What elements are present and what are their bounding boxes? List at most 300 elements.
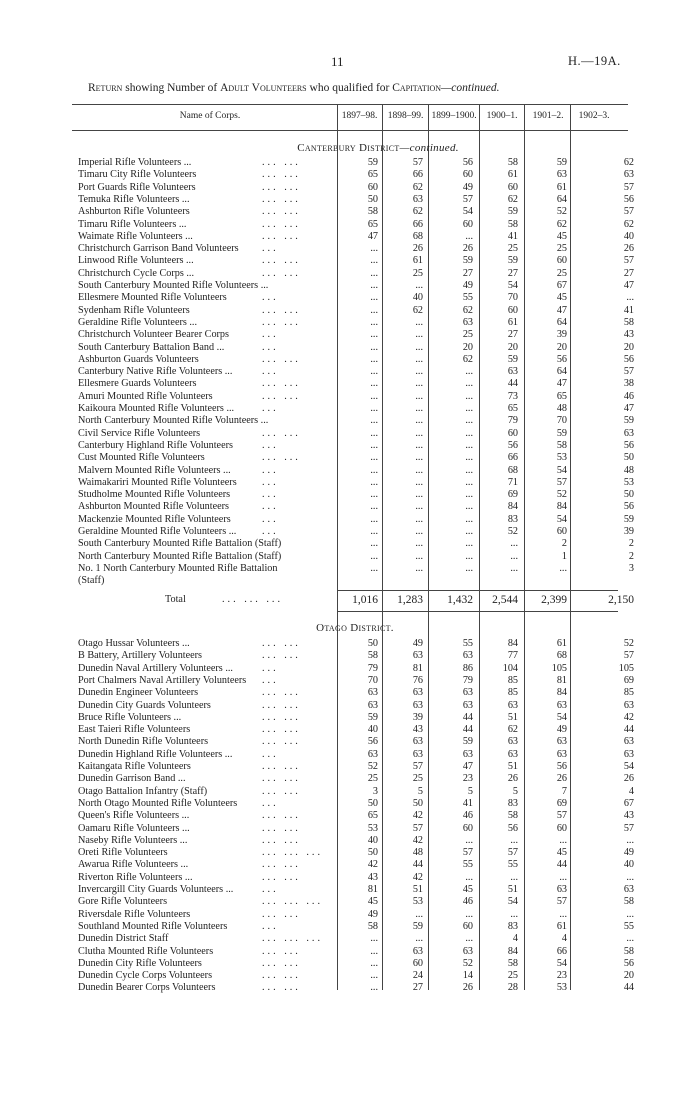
corps-name: South Canterbury Mounted Rifle Battalion (Staff) <box>78 538 282 550</box>
cell-value: 45 <box>556 292 567 304</box>
total-value: 2,544 <box>492 594 518 606</box>
cell-value: ... <box>370 390 378 402</box>
cell-value: 77 <box>507 650 518 662</box>
leader-dots: ... ... ... <box>222 594 284 605</box>
leader-dots: ... <box>262 292 279 304</box>
cell-value: 5 <box>467 785 473 797</box>
cell-value: 51 <box>507 711 518 723</box>
cell-value: 45 <box>556 230 567 242</box>
corps-name: Ashburton Guards Volunteers <box>78 353 199 365</box>
cell-value: 3 <box>628 562 634 574</box>
leader-dots: ... ... <box>262 785 301 797</box>
cell-value: 63 <box>623 736 634 748</box>
leader-dots: ... ... <box>262 982 301 994</box>
cell-value: 50 <box>367 797 378 809</box>
corps-name: Waimate Rifle Volunteers ... <box>78 230 193 242</box>
cell-value: 58 <box>623 896 634 908</box>
cell-value: ... <box>559 908 567 920</box>
header-top-rule <box>72 104 628 105</box>
leader-dots: ... ... <box>262 169 301 181</box>
cell-value: 44 <box>556 859 567 871</box>
cell-value: 61 <box>507 169 518 181</box>
cell-value: ... <box>510 834 518 846</box>
cell-value: 38 <box>623 378 634 390</box>
cell-value: 63 <box>507 736 518 748</box>
cell-value: 49 <box>623 847 634 859</box>
corps-name: Ellesmere Guards Volunteers <box>78 378 197 390</box>
cell-value: 52 <box>556 206 567 218</box>
corps-name: Christchurch Cycle Corps ... <box>78 267 195 279</box>
cell-value: ... <box>626 908 634 920</box>
cell-value: 50 <box>412 797 423 809</box>
cell-value: 39 <box>412 711 423 723</box>
corps-name: East Taieri Rifle Volunteers <box>78 724 191 736</box>
cell-value: 56 <box>623 193 634 205</box>
cell-value: 53 <box>412 896 423 908</box>
corps-name: Geraldine Mounted Rifle Volunteers ... <box>78 526 237 537</box>
column-header-1899: 1899–1900. <box>431 111 477 121</box>
cell-value: 42 <box>412 871 423 883</box>
cell-value: 42 <box>412 810 423 822</box>
cell-value: 44 <box>462 711 473 723</box>
cell-value: 26 <box>412 243 423 255</box>
cell-value: ... <box>465 476 473 488</box>
corps-name: Kaitangata Rifle Volunteers <box>78 761 191 772</box>
cell-value: ... <box>465 427 473 439</box>
cell-value: ... <box>465 390 473 402</box>
cell-value: 27 <box>412 982 423 994</box>
cell-value: ... <box>370 329 378 341</box>
cell-value: 46 <box>462 896 473 908</box>
corps-name: Bruce Rifle Volunteers ... <box>78 711 182 723</box>
cell-value: ... <box>370 957 378 969</box>
column-rule <box>524 104 525 990</box>
leader-dots: ... ... <box>262 859 301 871</box>
corps-name: Dunedin Engineer Volunteers <box>78 687 199 699</box>
cell-value: 55 <box>462 638 473 649</box>
cell-value: ... <box>465 415 473 427</box>
column-header-1897: 1897–98. <box>341 111 378 121</box>
cell-value: 58 <box>507 218 518 230</box>
leader-dots: ... ... <box>262 193 301 205</box>
cell-value: ... <box>370 452 378 464</box>
leader-dots: ... ... <box>262 724 301 736</box>
cell-value: 54 <box>462 206 473 218</box>
cell-value: 47 <box>623 280 634 291</box>
leader-dots: ... <box>262 329 279 341</box>
paper-reference: H.—19A. <box>568 54 621 68</box>
cell-value: 70 <box>556 415 567 427</box>
cell-value: ... <box>415 390 423 402</box>
cell-value: 59 <box>462 736 473 748</box>
cell-value: 83 <box>507 513 518 525</box>
corps-name: Civil Service Rifle Volunteers <box>78 427 201 439</box>
cell-value: 27 <box>462 267 473 279</box>
total-label: Total <box>165 594 186 605</box>
cell-value: 56 <box>367 736 378 748</box>
cell-value: 73 <box>507 390 518 402</box>
cell-value: 54 <box>556 957 567 969</box>
cell-value: 63 <box>556 748 567 760</box>
cell-value: 45 <box>367 896 378 908</box>
leader-dots: ... <box>262 341 279 353</box>
cell-value: 47 <box>556 304 567 316</box>
cell-value: ... <box>415 427 423 439</box>
cell-value: 25 <box>507 243 518 255</box>
column-rule <box>570 104 571 990</box>
corps-name: Sydenham Rifle Volunteers <box>78 304 190 316</box>
cell-value: 26 <box>623 773 634 785</box>
cell-value: 63 <box>623 169 634 181</box>
section-name: Otago District. <box>316 622 394 634</box>
cell-value: ... <box>465 526 473 537</box>
cell-value: ... <box>415 526 423 537</box>
cell-value: 58 <box>367 920 378 932</box>
cell-value: 44 <box>507 378 518 390</box>
cell-value: 2 <box>561 538 567 550</box>
column-rule <box>428 104 429 990</box>
cell-value: 54 <box>507 896 518 908</box>
cell-value: 50 <box>367 638 378 649</box>
cell-value: 84 <box>507 501 518 513</box>
cell-value: ... <box>415 501 423 513</box>
cell-value: 66 <box>507 452 518 464</box>
leader-dots: ... <box>262 403 279 414</box>
cell-value: 52 <box>623 638 634 649</box>
cell-value: 57 <box>623 366 634 378</box>
column-header-1898: 1898–99. <box>387 111 424 121</box>
cell-value: 49 <box>462 181 473 193</box>
cell-value: ... <box>370 526 378 537</box>
cell-value: ... <box>510 550 518 562</box>
cell-value: 67 <box>556 280 567 291</box>
corps-name: Invercargill City Guards Volunteers ... <box>78 884 234 895</box>
cell-value: 59 <box>367 711 378 723</box>
cell-value: 63 <box>462 945 473 957</box>
header-bottom-rule <box>72 130 628 131</box>
corps-name: Oamaru Rifle Volunteers ... <box>78 822 190 834</box>
cell-value: 52 <box>556 489 567 501</box>
cell-value: ... <box>415 378 423 390</box>
cell-value: 56 <box>623 501 634 513</box>
cell-value: 71 <box>507 476 518 488</box>
cell-value: 44 <box>462 724 473 736</box>
cell-value: 56 <box>623 353 634 365</box>
corps-name: Cust Mounted Rifle Volunteers <box>78 452 205 464</box>
cell-value: 42 <box>623 711 634 723</box>
cell-value: 25 <box>367 773 378 785</box>
cell-value: 57 <box>556 810 567 822</box>
cell-value: 63 <box>462 748 473 760</box>
cell-value: ... <box>415 316 423 328</box>
leader-dots: ... ... <box>262 157 301 168</box>
leader-dots: ... ... <box>262 908 301 920</box>
cell-value: 46 <box>623 390 634 402</box>
cell-value: 59 <box>507 353 518 365</box>
cell-value: 59 <box>623 415 634 427</box>
leader-dots: ... ... <box>262 267 301 279</box>
cell-value: ... <box>370 403 378 414</box>
leader-dots: ... ... <box>262 687 301 699</box>
cell-value: 60 <box>462 169 473 181</box>
cell-value: 63 <box>556 736 567 748</box>
cell-value: 57 <box>623 822 634 834</box>
cell-value: 62 <box>556 218 567 230</box>
cell-value: 64 <box>556 366 567 378</box>
cell-value: 47 <box>623 403 634 414</box>
cell-value: 46 <box>462 810 473 822</box>
cell-value: 26 <box>462 243 473 255</box>
cell-value: 57 <box>623 181 634 193</box>
cell-value: 56 <box>556 353 567 365</box>
leader-dots: ... <box>262 748 279 760</box>
cell-value: 67 <box>623 797 634 809</box>
cell-value: 41 <box>462 797 473 809</box>
cell-value: ... <box>465 908 473 920</box>
corps-name: Riversdale Rifle Volunteers <box>78 908 191 920</box>
corps-name: Dunedin City Guards Volunteers <box>78 699 211 711</box>
corps-name: Christchurch Garrison Band Volunteers <box>78 243 239 255</box>
cell-value: ... <box>370 501 378 513</box>
cell-value: 58 <box>507 957 518 969</box>
cell-value: 43 <box>623 329 634 341</box>
leader-dots: ... <box>262 489 279 501</box>
cell-value: 54 <box>623 761 634 772</box>
cell-value: 60 <box>412 957 423 969</box>
cell-value: ... <box>415 489 423 501</box>
cell-value: 4 <box>512 933 518 945</box>
cell-value: 42 <box>412 834 423 846</box>
cell-value: ... <box>370 970 378 982</box>
corps-name: North Dunedin Rifle Volunteers <box>78 736 209 748</box>
leader-dots: ... ... <box>262 736 301 748</box>
cell-value: 84 <box>556 687 567 699</box>
leader-dots: ... ... <box>262 822 301 834</box>
cell-value: 57 <box>507 847 518 859</box>
cell-value: 20 <box>507 341 518 353</box>
corps-name: Linwood Rifle Volunteers ... <box>78 255 194 267</box>
cell-value: 63 <box>412 748 423 760</box>
corps-name: Ashburton Rifle Volunteers <box>78 206 190 218</box>
cell-value: ... <box>465 513 473 525</box>
cell-value: ... <box>370 550 378 562</box>
cell-value: 105 <box>551 662 567 674</box>
cell-value: 65 <box>367 218 378 230</box>
cell-value: ... <box>626 834 634 846</box>
corps-name: Ellesmere Mounted Rifle Volunteers <box>78 292 227 304</box>
cell-value: 65 <box>367 810 378 822</box>
cell-value: 49 <box>367 908 378 920</box>
cell-value: 62 <box>462 353 473 365</box>
leader-dots: ... ... <box>262 390 301 402</box>
corps-name: Dunedin Highland Rifle Volunteers ... <box>78 748 233 760</box>
corps-name: Awarua Rifle Volunteers ... <box>78 859 189 871</box>
cell-value: 56 <box>462 157 473 168</box>
cell-value: 70 <box>367 674 378 686</box>
cell-value: ... <box>465 871 473 883</box>
cell-value: ... <box>370 489 378 501</box>
cell-value: 84 <box>507 638 518 649</box>
cell-value: 56 <box>507 439 518 451</box>
leader-dots: ... <box>262 797 279 809</box>
cell-value: ... <box>465 501 473 513</box>
title-capitation: Capitation <box>392 82 442 94</box>
cell-value: 60 <box>462 920 473 932</box>
cell-value: 68 <box>412 230 423 242</box>
cell-value: 47 <box>367 230 378 242</box>
cell-value: 57 <box>462 847 473 859</box>
cell-value: 27 <box>507 267 518 279</box>
cell-value: 48 <box>623 464 634 476</box>
cell-value: ... <box>465 834 473 846</box>
leader-dots: ... ... <box>262 945 301 957</box>
cell-value: ... <box>370 267 378 279</box>
cell-value: 57 <box>623 206 634 218</box>
cell-value: 5 <box>512 785 518 797</box>
cell-value: ... <box>415 452 423 464</box>
cell-value: 57 <box>412 157 423 168</box>
cell-value: 20 <box>623 341 634 353</box>
cell-value: ... <box>415 562 423 574</box>
cell-value: 55 <box>623 920 634 932</box>
cell-value: 59 <box>623 513 634 525</box>
cell-value: 44 <box>623 982 634 994</box>
cell-value: ... <box>370 439 378 451</box>
cell-value: 55 <box>462 859 473 871</box>
cell-value: 45 <box>556 847 567 859</box>
leader-dots: ... ... ... <box>262 896 324 908</box>
total-top-rule <box>337 590 618 591</box>
cell-value: ... <box>370 316 378 328</box>
cell-value: 60 <box>556 822 567 834</box>
corps-name: Mackenzie Mounted Rifle Volunteers <box>78 513 231 525</box>
cell-value: 81 <box>367 884 378 895</box>
cell-value: ... <box>415 403 423 414</box>
cell-value: 40 <box>623 859 634 871</box>
leader-dots: ... <box>262 366 279 378</box>
corps-name: (Staff) <box>78 575 105 587</box>
cell-value: 57 <box>556 476 567 488</box>
cell-value: 47 <box>462 761 473 772</box>
cell-value: 62 <box>462 304 473 316</box>
cell-value: 49 <box>556 724 567 736</box>
cell-value: 28 <box>507 982 518 994</box>
table-title <box>88 82 628 94</box>
corps-name: Timaru Rifle Volunteers ... <box>78 218 187 230</box>
leader-dots: ... ... <box>262 957 301 969</box>
cell-value: ... <box>370 945 378 957</box>
cell-value: 63 <box>412 699 423 711</box>
cell-value: 68 <box>507 464 518 476</box>
cell-value: ... <box>415 933 423 945</box>
cell-value: 40 <box>412 292 423 304</box>
cell-value: 27 <box>623 267 634 279</box>
leader-dots: ... ... <box>262 353 301 365</box>
cell-value: ... <box>370 378 378 390</box>
corps-name: North Canterbury Mounted Rifle Volunteers ... <box>78 415 269 427</box>
cell-value: 40 <box>623 230 634 242</box>
leader-dots: ... ... <box>262 304 301 316</box>
corps-name: Canterbury Highland Rifle Volunteers <box>78 439 233 451</box>
title-lead: showing Number of <box>125 82 218 94</box>
cell-value: 40 <box>367 834 378 846</box>
corps-name: Canterbury Native Rifle Volunteers ... <box>78 366 233 378</box>
cell-value: 104 <box>502 662 518 674</box>
corps-name: Dunedin Garrison Band ... <box>78 773 186 785</box>
cell-value: 58 <box>507 157 518 168</box>
title-return: Return <box>88 82 123 94</box>
cell-value: ... <box>370 292 378 304</box>
cell-value: 62 <box>412 304 423 316</box>
leader-dots: ... ... <box>262 650 301 662</box>
cell-value: 52 <box>367 761 378 772</box>
cell-value: 44 <box>623 724 634 736</box>
cell-value: 48 <box>556 403 567 414</box>
cell-value: 60 <box>556 255 567 267</box>
cell-value: 58 <box>556 439 567 451</box>
cell-value: ... <box>465 538 473 550</box>
cell-value: 59 <box>507 255 518 267</box>
cell-value: 63 <box>507 366 518 378</box>
cell-value: 56 <box>507 822 518 834</box>
leader-dots: ... <box>262 526 279 537</box>
corps-name: Geraldine Rifle Volunteers ... <box>78 316 198 328</box>
cell-value: ... <box>370 280 378 291</box>
cell-value: 81 <box>556 674 567 686</box>
cell-value: ... <box>415 280 423 291</box>
leader-dots: ... ... <box>262 181 301 193</box>
cell-value: 44 <box>412 859 423 871</box>
cell-value: 54 <box>556 464 567 476</box>
cell-value: 61 <box>556 638 567 649</box>
cell-value: 20 <box>462 341 473 353</box>
corps-name: Temuka Rifle Volunteers ... <box>78 193 190 205</box>
corps-name: Queen's Rifle Volunteers ... <box>78 810 190 822</box>
cell-value: 26 <box>507 773 518 785</box>
cell-value: 63 <box>412 687 423 699</box>
cell-value: 51 <box>507 884 518 895</box>
cell-value: ... <box>465 403 473 414</box>
corps-name: Port Guards Rifle Volunteers <box>78 181 196 193</box>
leader-dots: ... ... ... <box>262 847 324 859</box>
leader-dots: ... ... <box>262 230 301 242</box>
cell-value: 20 <box>623 970 634 982</box>
cell-value: 63 <box>623 699 634 711</box>
cell-value: 60 <box>507 427 518 439</box>
cell-value: 63 <box>623 884 634 895</box>
cell-value: 76 <box>412 674 423 686</box>
leader-dots: ... ... <box>262 834 301 846</box>
title-adult: Adult Volunteers <box>220 82 307 94</box>
cell-value: 39 <box>556 329 567 341</box>
corps-name: North Canterbury Mounted Rifle Battalion (Staff) <box>78 550 282 562</box>
total-value: 1,432 <box>447 594 473 606</box>
cell-value: ... <box>415 341 423 353</box>
cell-value: 2 <box>628 538 634 550</box>
cell-value: 52 <box>462 957 473 969</box>
leader-dots: ... ... <box>262 638 301 649</box>
corps-name: Kaikoura Mounted Rifle Volunteers ... <box>78 403 235 414</box>
cell-value: 58 <box>623 945 634 957</box>
cell-value: 25 <box>412 267 423 279</box>
cell-value: 49 <box>412 638 423 649</box>
cell-value: 63 <box>462 316 473 328</box>
cell-value: ... <box>465 489 473 501</box>
leader-dots: ... <box>262 439 279 451</box>
cell-value: 63 <box>507 748 518 760</box>
cell-value: 63 <box>412 193 423 205</box>
corps-name: B Battery, Artillery Volunteers <box>78 650 203 662</box>
